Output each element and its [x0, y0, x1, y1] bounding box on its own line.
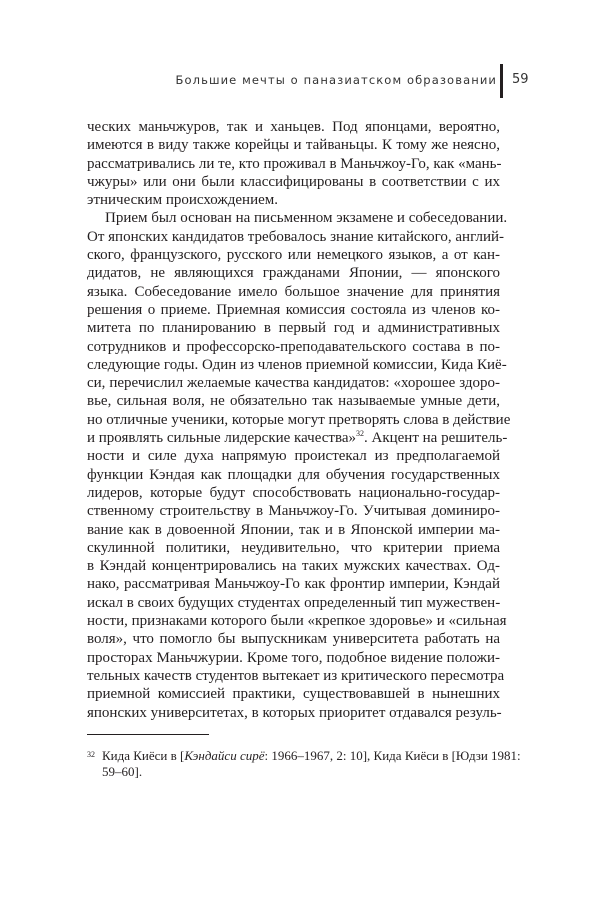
- text-line: имеются в виду также корейцы и тайваньцы. К тому же неясно,: [87, 137, 500, 154]
- footnote-line: [102, 748, 521, 764]
- text-line: лидеров, которые будут способствовать национально-государ-: [87, 484, 500, 501]
- text-line: дидатов, не являющихся гражданами Японии, — японского: [87, 265, 500, 282]
- text-fragment: . Акцент на решитель-: [364, 430, 508, 447]
- text-line: просторах Маньчжурии. Кроме того, подобное видение положи-: [87, 649, 500, 666]
- text-line: воля», что помогло бы выпускникам университета работать на: [87, 631, 500, 648]
- text-line: [87, 429, 508, 447]
- page-number: 59: [512, 72, 529, 87]
- running-header: Большие мечты о паназиатском образовании: [175, 73, 497, 87]
- body-text: [87, 118, 511, 722]
- text-line: искал в своих будущих студентах определенный тип мужествен-: [87, 594, 501, 611]
- text-line: ности и силе духа напрямую проистекал из предполагаемой: [87, 448, 500, 465]
- text-line: скулинной политики, неудивительно, что критерии приема: [87, 539, 500, 556]
- text-line: сотрудников и профессорско-преподавательского состава в по-: [87, 338, 500, 355]
- text-line: следующие годы. Один из членов приемной комиссии, Кида Киё-: [87, 356, 507, 373]
- text-line: Прием был основан на письменном экзамене и собеседовании.: [105, 210, 508, 227]
- text-line: чжуры» или они были классифицированы в соответствии с их: [87, 173, 500, 190]
- text-line: ческих маньчжуров, так и ханьцев. Под японцами, вероятно,: [87, 119, 500, 135]
- text-line: вье, сильная воля, не обязательно так называемые умные дети,: [87, 393, 500, 410]
- text-line: но отличные ученики, которые могут претворять слова в действие: [87, 411, 511, 428]
- text-line: тельных качеств студентов вытекает из критического пересмотра: [87, 667, 505, 684]
- footnote: [87, 748, 521, 780]
- footnote-number: 32: [87, 750, 95, 759]
- text-line: языка. Собеседование имело большое значение для принятия: [87, 283, 500, 300]
- text-line: приемной комиссией практики, существовавшей в нынешних: [87, 686, 500, 703]
- footnote-text: [102, 748, 521, 780]
- footnote-line: 59–60].: [102, 764, 143, 779]
- text-line: в Кэндай концентрировались на таких мужских качествах. Од-: [87, 558, 500, 575]
- text-fragment: и проявлять сильные лидерские качества»: [87, 430, 356, 447]
- text-line: вание как в довоенной Японии, так и в Японской империи ма-: [87, 521, 500, 538]
- header-divider: [500, 64, 503, 98]
- text-line: рассматривались ли те, кто проживал в Маньчжоу-Го, как «мань-: [87, 155, 502, 172]
- text-line: функции Кэндая как площадки для обучения государственных: [87, 466, 500, 483]
- text-line: ности, признаками которого были «крепкое здоровье» и «сильная: [87, 613, 507, 630]
- text-line: си, перечислил желаемые качества кандидатов: «хорошее здоро-: [87, 375, 500, 392]
- text-line: От японских кандидатов требовалось знание китайского, англий-: [87, 228, 505, 245]
- text-line: нако, рассматривая Маньчжоу-Го как фронтир империи, Кэндай: [87, 576, 500, 593]
- text-line: японских университетах, в которых приоритет отдавался резуль-: [87, 704, 502, 721]
- footnote-fragment: : 1966–1967, 2: 10], Кида Киёси в [Юдзи 1981:: [264, 748, 521, 763]
- footnote-ref[interactable]: 32: [356, 429, 364, 439]
- text-line: решения о приеме. Приемная комиссия состояла из членов ко-: [87, 301, 500, 318]
- text-line: ского, французского, русского или немецкого языков, а от кан-: [87, 247, 500, 264]
- text-line: митета по планированию в первый год и административных: [87, 320, 500, 337]
- footnote-rule: [87, 734, 209, 735]
- text-line: ственному строительству в Маньчжоу-Го. Учитывая доминиро-: [87, 503, 500, 520]
- text-line: этническим происхождением.: [87, 192, 279, 209]
- footnote-source-title: Кэндайси сирё: [184, 748, 265, 763]
- footnote-fragment: Кида Киёси в [: [102, 748, 185, 763]
